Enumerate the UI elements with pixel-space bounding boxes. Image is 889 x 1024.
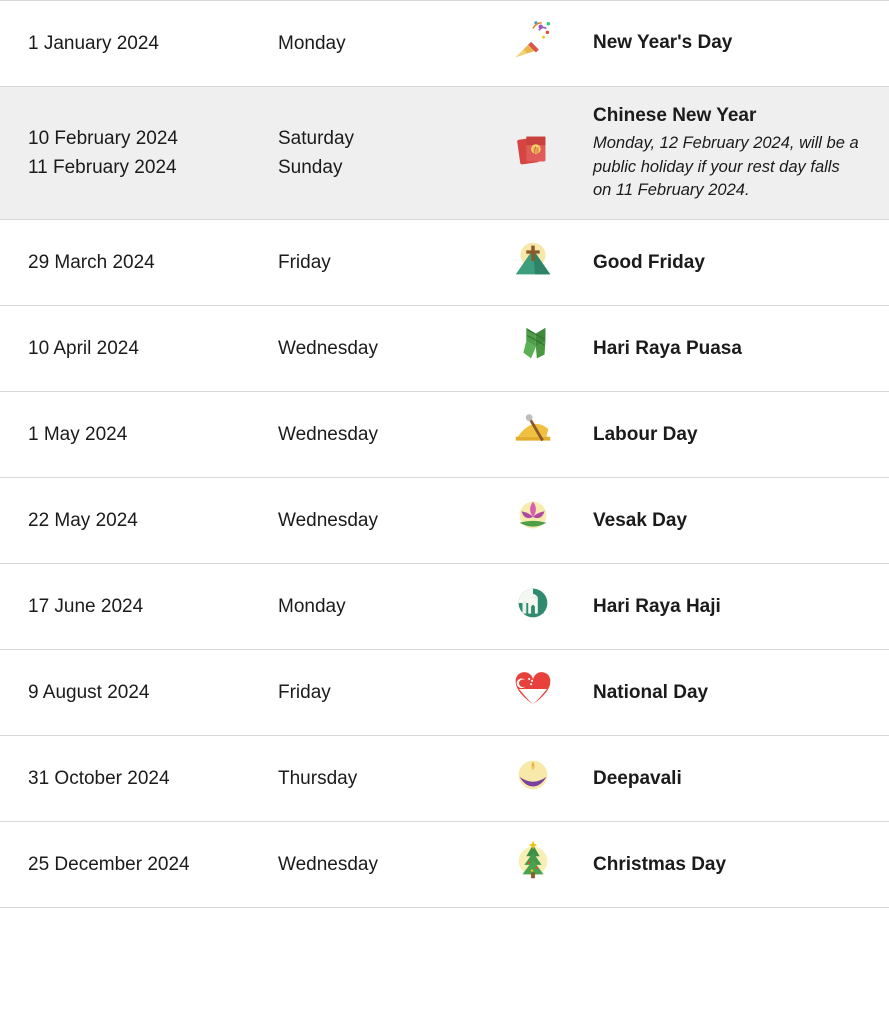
holiday-date-cell [0, 392, 278, 478]
holiday-day: Wednesday [278, 338, 378, 360]
table-row [0, 564, 889, 650]
holiday-day: Saturday [278, 127, 355, 149]
table-row [0, 478, 889, 564]
oil-lamp-icon [510, 752, 556, 805]
christmas-tree-icon [510, 838, 556, 891]
holiday-name: Hari Raya Haji [593, 595, 721, 617]
holiday-name: Hari Raya Puasa [593, 337, 742, 359]
holiday-name: New Year's Day [593, 32, 733, 54]
holiday-day-cell [278, 392, 473, 478]
table-body [0, 1, 889, 908]
table-row [0, 736, 889, 822]
holiday-date-cell [0, 736, 278, 822]
table-row [0, 87, 889, 220]
mosque-icon [510, 580, 556, 633]
holiday-icon-cell [473, 736, 593, 822]
holiday-day-cell [278, 220, 473, 306]
holiday-date: 9 August 2024 [28, 682, 150, 704]
holiday-icon-cell [473, 87, 593, 220]
holiday-date: 1 May 2024 [28, 424, 128, 446]
holiday-day: Sunday [278, 157, 343, 179]
holiday-name: Labour Day [593, 423, 698, 445]
holiday-name: Christmas Day [593, 853, 727, 875]
holiday-date: 25 December 2024 [28, 854, 190, 876]
holiday-day: Friday [278, 252, 331, 274]
holiday-name-cell [593, 1, 889, 87]
holiday-date-cell [0, 220, 278, 306]
cross-hill-icon [510, 236, 556, 289]
holiday-name-cell [593, 392, 889, 478]
holiday-day-cell [278, 822, 473, 908]
holiday-icon-cell [473, 220, 593, 306]
holiday-day-cell [278, 306, 473, 392]
red-packet-icon [510, 127, 556, 180]
holiday-name-cell [593, 306, 889, 392]
table-row [0, 1, 889, 87]
holiday-day-cell [278, 564, 473, 650]
holiday-day-cell [278, 736, 473, 822]
holiday-icon-cell [473, 392, 593, 478]
holiday-icon-cell [473, 478, 593, 564]
holiday-name-cell [593, 736, 889, 822]
holiday-icon-cell [473, 822, 593, 908]
holiday-day: Wednesday [278, 424, 378, 446]
holiday-icon-cell [473, 650, 593, 736]
holiday-date-cell [0, 650, 278, 736]
svg-text:春: 春 [532, 147, 540, 155]
holiday-day: Thursday [278, 768, 358, 790]
holiday-day: Monday [278, 596, 346, 618]
holiday-date: 1 January 2024 [28, 32, 159, 54]
holiday-name: Good Friday [593, 251, 705, 273]
party-popper-icon [510, 17, 556, 70]
holiday-name-cell [593, 87, 889, 220]
holiday-date: 10 February 2024 [28, 127, 178, 149]
table-row [0, 306, 889, 392]
holiday-day-cell [278, 1, 473, 87]
holiday-icon-cell [473, 1, 593, 87]
holiday-date-cell [0, 564, 278, 650]
holiday-name-cell [593, 650, 889, 736]
holiday-name: National Day [593, 681, 709, 703]
table-row [0, 220, 889, 306]
holiday-name-cell [593, 564, 889, 650]
holiday-date: 31 October 2024 [28, 768, 170, 790]
hard-hat-icon [510, 408, 556, 461]
lotus-icon [510, 494, 556, 547]
holiday-name: Vesak Day [593, 509, 688, 531]
table-row [0, 650, 889, 736]
holiday-date-cell [0, 306, 278, 392]
holiday-day: Wednesday [278, 510, 378, 532]
holiday-day: Friday [278, 682, 331, 704]
holiday-date: 11 February 2024 [28, 157, 177, 179]
holiday-name: Chinese New Year [593, 105, 757, 126]
holiday-date-cell [0, 822, 278, 908]
table-row [0, 392, 889, 478]
holiday-date-cell [0, 1, 278, 87]
holiday-day: Monday [278, 32, 346, 54]
table-row [0, 822, 889, 908]
holiday-day-cell [278, 87, 473, 220]
holiday-icon-cell [473, 564, 593, 650]
holiday-name-cell [593, 822, 889, 908]
holiday-name-cell [593, 220, 889, 306]
holiday-icon-cell [473, 306, 593, 392]
holiday-date: 10 April 2024 [28, 338, 139, 360]
holiday-date-cell [0, 87, 278, 220]
holiday-date: 17 June 2024 [28, 596, 144, 618]
holiday-date-cell [0, 478, 278, 564]
holiday-name: Deepavali [593, 767, 682, 789]
holiday-day-cell [278, 478, 473, 564]
holiday-note: Monday, 12 February 2024, will be a public holiday if your rest day falls on 11 February 2024. [593, 133, 859, 200]
holiday-day: Wednesday [278, 854, 378, 876]
holiday-name-cell [593, 478, 889, 564]
ketupat-icon [510, 322, 556, 375]
holiday-date: 29 March 2024 [28, 252, 155, 274]
holiday-date: 22 May 2024 [28, 510, 138, 532]
holiday-day-cell [278, 650, 473, 736]
singapore-flag-heart-icon [510, 666, 556, 719]
